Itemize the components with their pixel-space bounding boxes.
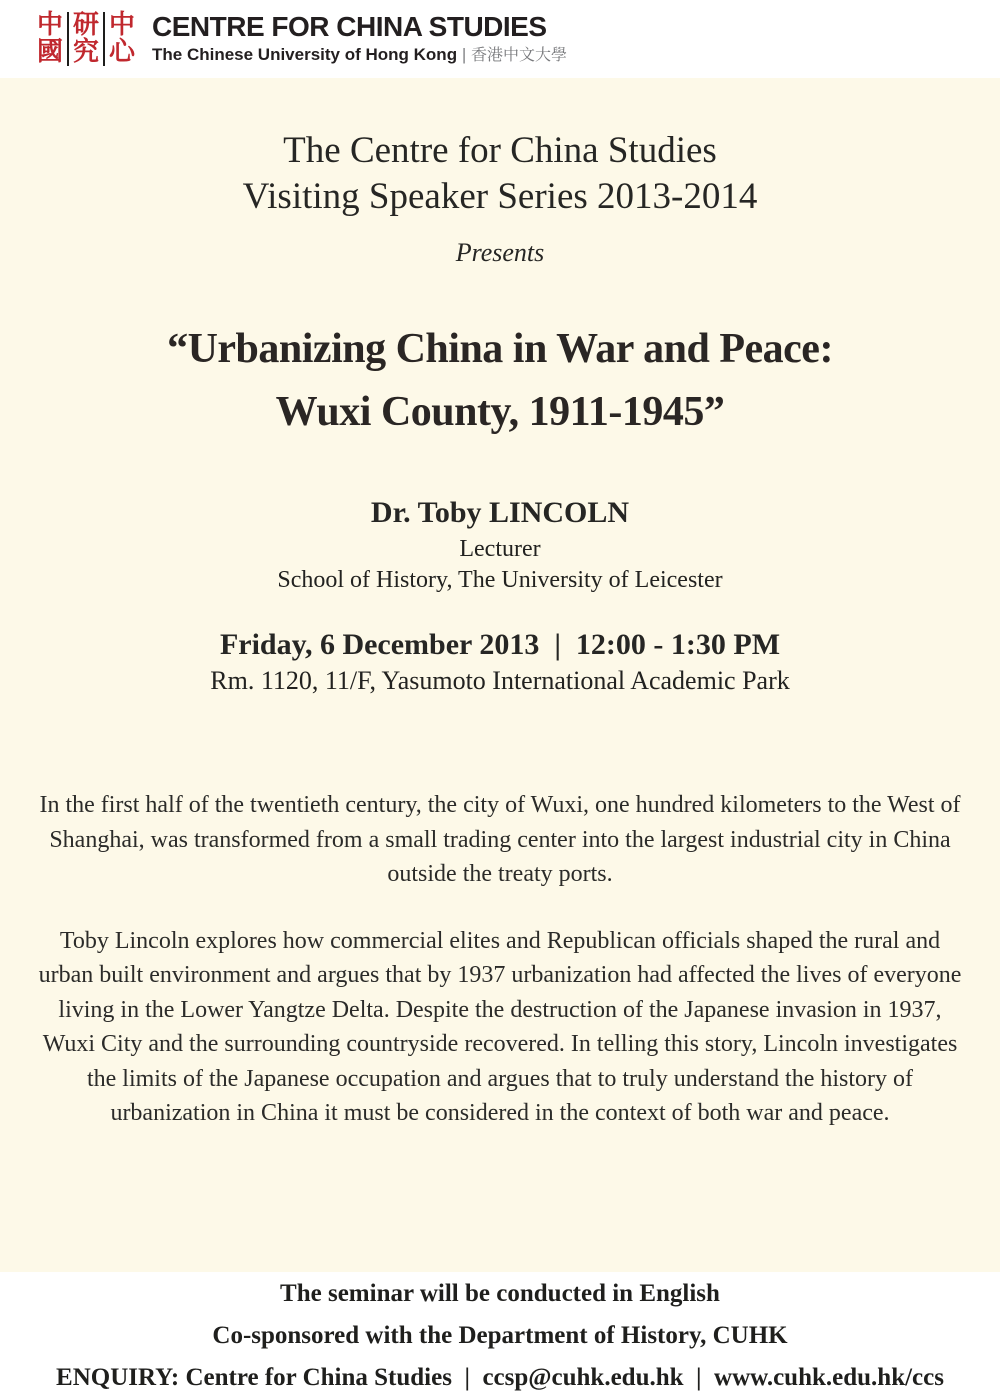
cosponsor-note: Co-sponsored with the Department of History, CUHK: [212, 1322, 788, 1349]
header-text: [152, 12, 567, 66]
event-datetime: Friday, 6 December 2013 | 12:00 - 1:30 PM: [219, 628, 781, 661]
logo-divider: [67, 12, 69, 66]
university-name-en: The Chinese University of Hong Kong: [152, 45, 458, 64]
series-title-line2: Visiting Speaker Series 2013-2014: [242, 176, 758, 217]
university-name: [152, 44, 567, 66]
university-name-zh: 香港中文大學: [470, 45, 567, 64]
logo-column-zhongxin: 中心: [108, 10, 135, 67]
subtitle-separator: |: [461, 45, 467, 64]
centre-name: CENTRE FOR CHINA STUDIES: [152, 11, 547, 42]
event-venue: Rm. 1120, 11/F, Yasumoto International Academic Park: [210, 666, 790, 695]
language-note: The seminar will be conducted in English: [280, 1280, 720, 1307]
talk-title-line2: Wuxi County, 1911-1945”: [275, 389, 725, 435]
footer: [0, 1272, 1000, 1400]
series-title-line1: The Centre for China Studies: [283, 130, 717, 171]
poster-body: [0, 78, 1000, 1272]
logo-column-zhongguo: 中國: [36, 10, 63, 67]
abstract-paragraph-2: Toby Lincoln explores how commercial elites and Republican officials shaped the rural and urban built environment and argues that by 1937 urbanization had affected the lives of everyone living in the Lower Yangtze Delta. Despite the destruction of the Japanese invasion in 1937, Wuxi City and the surrounding countryside recovered. In telling this story, Lincoln investigates the limits of the Japanese occupation and argues that to truly understand the history of urbanization in China it must be considered in the context of both war and peace.: [38, 927, 962, 1126]
abstract: [0, 788, 1000, 1131]
ccs-logo: [36, 11, 136, 67]
schedule-block: [0, 628, 1000, 696]
logo-divider: [103, 12, 105, 66]
speaker-name: Dr. Toby LINCOLN: [370, 496, 630, 529]
speaker-role: Lecturer: [459, 536, 541, 562]
talk-title-line1: “Urbanizing China in War and Peace:: [167, 326, 833, 372]
enquiry-line: ENQUIRY: Centre for China Studies | ccsp@cuhk.edu.hk | www.cuhk.edu.hk/ccs: [56, 1364, 944, 1391]
presents-label: Presents: [455, 238, 545, 267]
talk-title: [0, 318, 1000, 444]
abstract-paragraph-1: In the first half of the twentieth century, the city of Wuxi, one hundred kilometers to the West of Shanghai, was transformed from a small trading center into the largest industrial city in China outside the treaty ports.: [39, 792, 961, 887]
header: [0, 0, 1000, 78]
speaker-block: [0, 496, 1000, 594]
series-title: [0, 128, 1000, 220]
speaker-affiliation: School of History, The University of Leicester: [277, 567, 723, 593]
logo-column-yanjiu: 研究: [72, 10, 99, 67]
